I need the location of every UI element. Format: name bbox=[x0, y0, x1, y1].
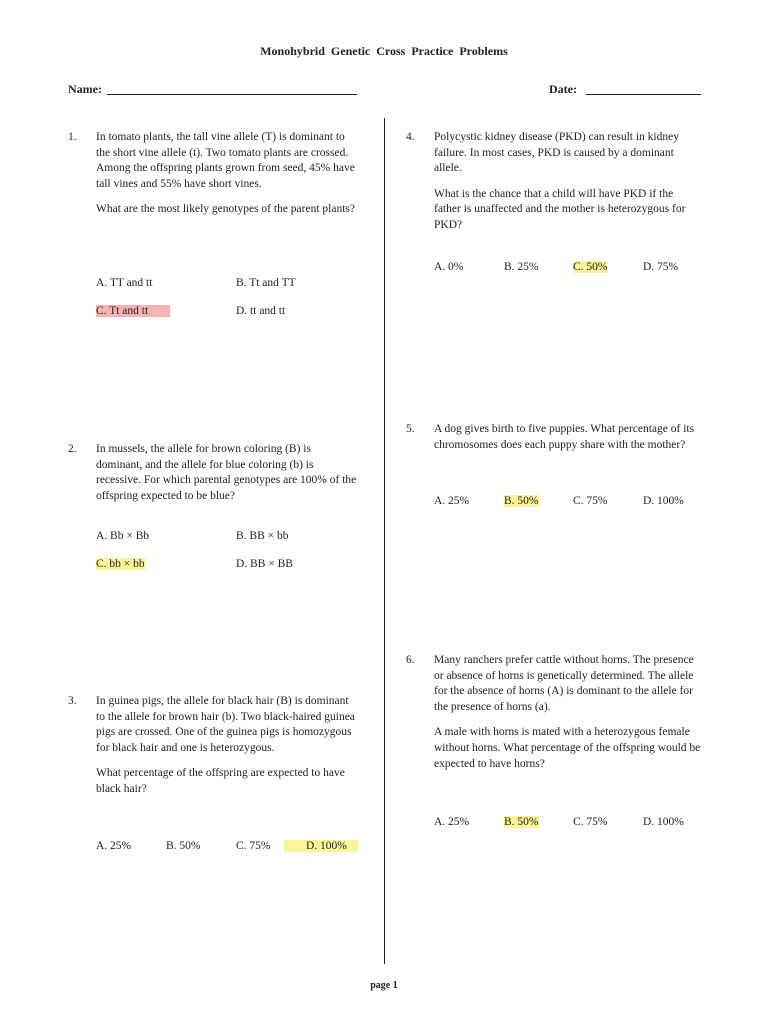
question-prompt: What percentage of the offspring are expected to have black hair? bbox=[96, 767, 345, 795]
date-label: Date: bbox=[549, 82, 577, 96]
option-b[interactable]: B. BB × bb bbox=[236, 530, 289, 542]
option-a[interactable]: A. 25% bbox=[434, 495, 470, 507]
option-b-selected[interactable]: B. 50% bbox=[504, 816, 539, 828]
question-prompt: What are the most likely genotypes of the parent plants? bbox=[96, 203, 355, 216]
option-c-selected[interactable] bbox=[96, 558, 145, 570]
page-number: page 1 bbox=[370, 980, 398, 991]
question-number: 6. bbox=[406, 654, 415, 666]
option-a[interactable]: A. 25% bbox=[96, 840, 132, 852]
option-c[interactable]: C. 75% bbox=[573, 816, 608, 828]
question-text: In mussels, the allele for brown coloring (B) is dominant, and the allele for blue coloring (b) is recessive. For which parental genotypes are 100% of the offspring expected to be blue? bbox=[96, 443, 357, 502]
question-prompt: A male with horns is mated with a heterozygous female without horns. What percentage of the offspring would be expected to have horns? bbox=[434, 726, 701, 770]
option-c-selected[interactable]: C. 50% bbox=[573, 261, 608, 273]
option-a[interactable]: A. 25% bbox=[434, 816, 470, 828]
answer-highlight: C. bb × bb bbox=[96, 558, 145, 570]
question-text: Polycystic kidney disease (PKD) can result in kidney failure. In most cases, PKD is caused by a dominant allele. bbox=[434, 131, 679, 175]
question-text: A dog gives birth to five puppies. What percentage of its chromosomes does each puppy share with the mother? bbox=[434, 423, 695, 451]
option-d[interactable]: D. 75% bbox=[643, 261, 679, 273]
question-number: 2. bbox=[68, 443, 77, 455]
option-c[interactable]: C. 75% bbox=[236, 840, 271, 852]
option-b[interactable]: B. 25% bbox=[504, 261, 539, 273]
name-label: Name: bbox=[68, 82, 102, 96]
date-field-line[interactable] bbox=[586, 94, 701, 95]
name-field-line[interactable] bbox=[107, 94, 357, 95]
option-a[interactable]: A. 0% bbox=[434, 261, 464, 273]
question-prompt: What is the chance that a child will have PKD if the father is unaffected and the mother is heterozygous for PKD? bbox=[434, 187, 686, 231]
column-divider bbox=[384, 118, 385, 964]
question-text: Many ranchers prefer cattle without horns. The presence or absence of horns is genetically determined. The allele for the absence of horns (A) is dominant to the allele for the presence of horns (a). bbox=[434, 654, 694, 713]
question-text: In guinea pigs, the allele for black hair (B) is dominant to the allele for brown hair (b). Two black-haired guinea pigs are crossed. One of the guinea pigs is homozygous for black hair and one is heterozygous. bbox=[96, 695, 355, 754]
option-d-selected[interactable]: D. 100% bbox=[284, 840, 358, 852]
option-b-selected[interactable]: B. 50% bbox=[504, 495, 539, 507]
option-d[interactable]: D. 100% bbox=[643, 495, 684, 507]
option-d[interactable]: D. tt and tt bbox=[236, 305, 286, 317]
page-title: Monohybrid Genetic Cross Practice Problems bbox=[260, 44, 508, 58]
question-text: In tomato plants, the tall vine allele (T) is dominant to the short vine allele (t). Two tomato plants are crossed. Among the offspring plants grown from seed, 45% have tall vines and 55% have short vines. bbox=[96, 131, 355, 190]
option-c[interactable]: C. 75% bbox=[573, 495, 608, 507]
option-b[interactable]: B. 50% bbox=[166, 840, 201, 852]
question-number: 1. bbox=[68, 131, 77, 143]
question-number: 4. bbox=[406, 131, 415, 143]
option-a[interactable]: A. TT and tt bbox=[96, 277, 153, 289]
question-number: 5. bbox=[406, 423, 415, 435]
option-a[interactable]: A. Bb × Bb bbox=[96, 530, 150, 542]
option-d[interactable]: D. 100% bbox=[643, 816, 684, 828]
option-b[interactable]: B. Tt and TT bbox=[236, 277, 296, 289]
question-number: 3. bbox=[68, 695, 77, 707]
option-d[interactable]: D. BB × BB bbox=[236, 558, 293, 570]
option-c-selected[interactable]: C. Tt and tt bbox=[96, 305, 170, 317]
